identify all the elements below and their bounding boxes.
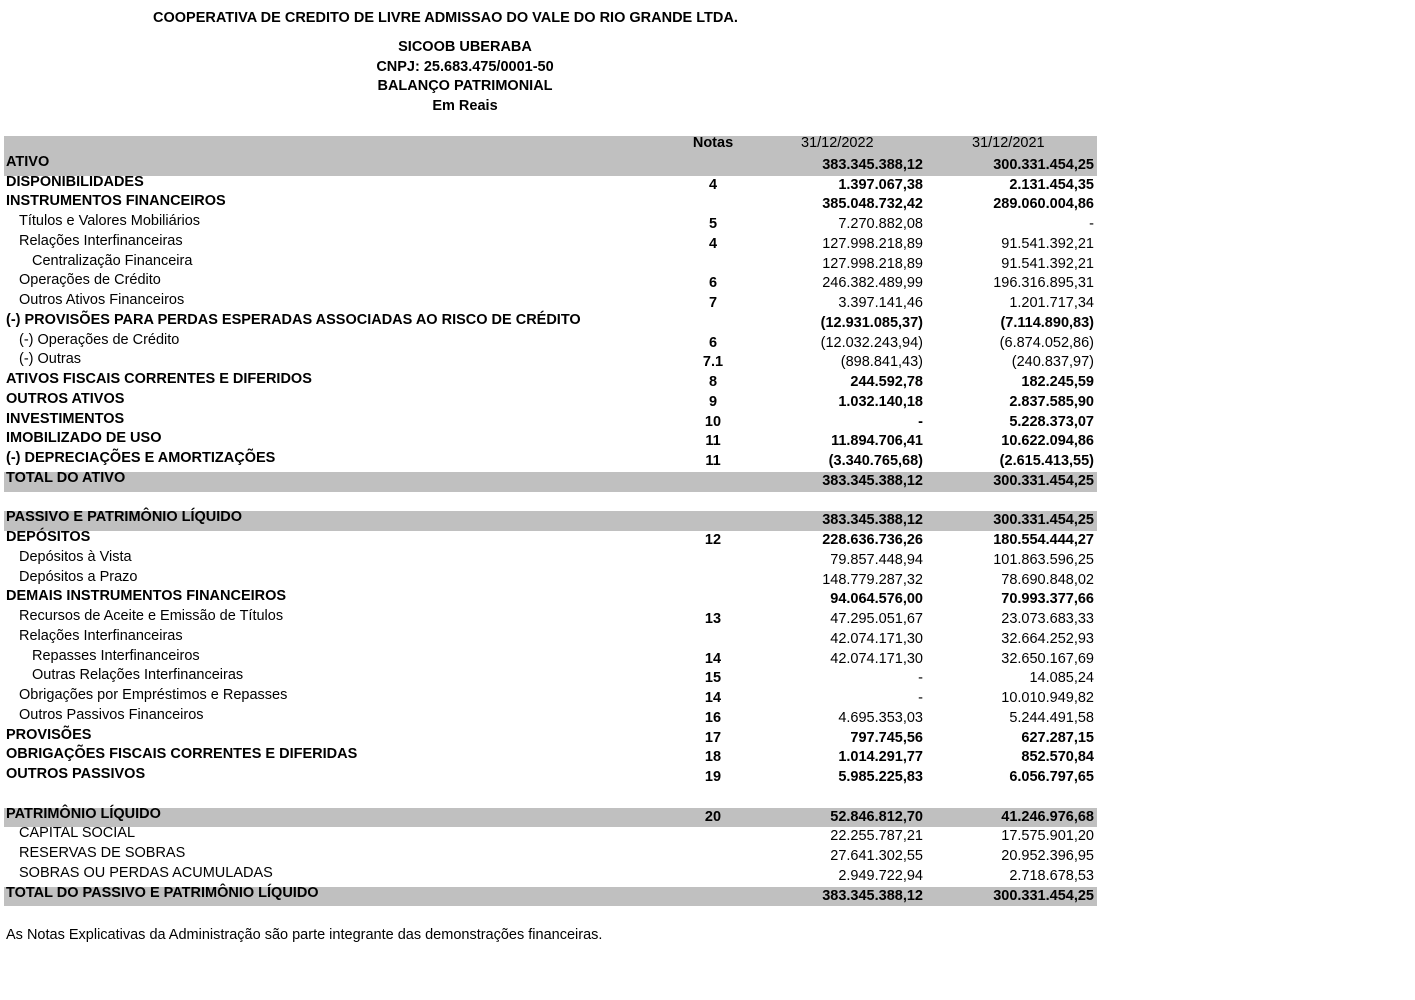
value-2022: 2.949.722,94 [838, 867, 923, 884]
value-2022: 127.998.218,89 [822, 255, 923, 272]
value-2021: 32.664.252,93 [1001, 630, 1094, 647]
value-2021: (240.837,97) [1011, 354, 1094, 371]
value-2022: 47.295.051,67 [830, 611, 923, 627]
row-note-number: 4 [708, 235, 718, 252]
table-row [4, 252, 1097, 275]
row-note-number: 11 [705, 433, 721, 450]
row-label: Operações de Crédito [19, 272, 161, 289]
value-2022: (12.931.085,37) [820, 314, 923, 331]
value-2021: 10.010.949,82 [1001, 690, 1094, 706]
row-note-number: 5 [708, 216, 718, 232]
row-label: Títulos e Valores Mobiliários [19, 213, 201, 229]
row-label: OBRIGAÇÕES FISCAIS CORRENTES E DIFERIDAS [6, 746, 358, 763]
row-note-number: 15 [704, 670, 722, 687]
value-2021: 5.244.491,58 [1009, 709, 1094, 726]
value-2022: 1.014.291,77 [838, 749, 923, 766]
row-label: DEPÓSITOS [6, 529, 91, 545]
value-2022: 1.397.067,38 [838, 176, 923, 193]
value-2022: 246.382.489,99 [822, 275, 923, 292]
section-total-row [4, 136, 1097, 176]
entity-name: SICOOB UBERABA [398, 39, 532, 55]
value-2021: 1.201.717,34 [1009, 295, 1094, 311]
row-note-number: 4 [708, 176, 718, 193]
value-2021: 300.331.454,25 [993, 887, 1094, 904]
row-label: ATIVOS FISCAIS CORRENTES E DIFERIDOS [6, 371, 312, 387]
value-2022: 383.345.388,12 [822, 512, 923, 529]
row-label: RESERVAS DE SOBRAS [19, 845, 186, 861]
value-2021: 182.245,59 [1021, 374, 1094, 390]
row-note-number: 17 [704, 729, 722, 746]
row-label: (-) DEPRECIAÇÕES E AMORTIZAÇÕES [6, 450, 276, 466]
section-total-row [4, 511, 1097, 531]
table-row [4, 410, 1097, 433]
row-note-number: 14 [704, 650, 722, 667]
row-note-number: 18 [704, 749, 722, 766]
value-2021: 852.570,84 [1021, 749, 1094, 766]
row-note-number: 16 [704, 709, 722, 726]
value-2021: 91.541.392,21 [1001, 255, 1094, 272]
row-label: DEMAIS INSTRUMENTOS FINANCEIROS [6, 588, 287, 605]
value-2022: 4.695.353,03 [838, 709, 923, 726]
table-row [4, 548, 1097, 571]
value-2022: 148.779.287,32 [822, 571, 923, 588]
row-note-number: 14 [704, 690, 722, 706]
value-2021: 2.718.678,53 [1009, 867, 1094, 884]
value-2021: 70.993.377,66 [1001, 591, 1094, 608]
value-2022: 127.998.218,89 [822, 235, 923, 252]
report-header-block [345, 38, 585, 117]
value-2021: 2.837.585,90 [1009, 393, 1094, 410]
row-note-number: 7 [708, 295, 718, 311]
row-note-number: 6 [708, 275, 718, 292]
row-label: SOBRAS OU PERDAS ACUMULADAS [19, 864, 273, 881]
value-2022: 94.064.576,00 [830, 591, 923, 608]
spacer-row [4, 788, 1097, 808]
table-row [4, 390, 1097, 413]
value-2022: 244.592,78 [850, 374, 923, 390]
value-2021: 32.650.167,69 [1001, 650, 1094, 667]
value-2021: 101.863.596,25 [993, 551, 1094, 568]
row-label: Depósitos à Vista [19, 548, 132, 565]
value-2021: - [1089, 216, 1094, 232]
value-2021: 627.287,15 [1021, 729, 1094, 746]
value-2021: 300.331.454,25 [993, 472, 1094, 489]
value-2021: 20.952.396,95 [1001, 848, 1094, 864]
notes-column-header: Notas [692, 135, 734, 151]
value-2021: 300.331.454,25 [993, 157, 1094, 173]
row-label: PROVISÕES [6, 726, 92, 743]
row-label: (-) PROVISÕES PARA PERDAS ESPERADAS ASSOCIADAS AO RISCO DE CRÉDITO [6, 311, 581, 328]
row-note-number: 13 [704, 611, 722, 627]
cnpj-line: CNPJ: 25.683.475/0001-50 [376, 58, 554, 75]
balance-sheet-table [4, 136, 1097, 906]
row-label: PATRIMÔNIO LÍQUIDO [6, 805, 161, 822]
value-2021: 14.085,24 [1029, 670, 1094, 687]
row-label: (-) Operações de Crédito [19, 331, 180, 348]
value-2022: 228.636.736,26 [822, 532, 923, 548]
value-2022: 797.745,56 [850, 729, 923, 746]
value-2022: - [918, 670, 923, 687]
value-2022: 385.048.732,42 [822, 196, 923, 213]
year-2021-column-header: 31/12/2021 [972, 135, 1045, 151]
row-label: Centralização Financeira [32, 252, 193, 269]
table-row [4, 748, 1097, 768]
row-label: Outras Relações Interfinanceiras [32, 667, 244, 684]
value-2021: 289.060.004,86 [993, 196, 1094, 213]
row-label: DISPONIBILIDADES [6, 173, 144, 190]
value-2022: 79.857.448,94 [830, 551, 923, 568]
value-2021: (6.874.052,86) [999, 334, 1094, 351]
row-label: Obrigações por Empréstimos e Repasses [19, 687, 288, 703]
value-2022: 42.074.171,30 [830, 630, 923, 647]
value-2021: 6.056.797,65 [1009, 769, 1094, 785]
row-label: TOTAL DO PASSIVO E PATRIMÔNIO LÍQUIDO [6, 884, 319, 901]
value-2022: 383.345.388,12 [822, 157, 923, 173]
row-label: Outros Ativos Financeiros [19, 292, 185, 308]
company-title: COOPERATIVA DE CREDITO DE LIVRE ADMISSAO DO VALE DO RIO GRANDE LTDA. [153, 10, 738, 26]
row-label: Relações Interfinanceiras [19, 627, 183, 644]
value-2021: 300.331.454,25 [993, 512, 1094, 529]
row-note-number: 11 [705, 453, 721, 469]
value-2022: (3.340.765,68) [828, 453, 923, 469]
value-2022: 7.270.882,08 [838, 216, 923, 232]
row-label: (-) Outras [19, 351, 82, 368]
row-note-number: 6 [708, 334, 718, 351]
value-2022: - [918, 690, 923, 706]
value-2022: 27.641.302,55 [830, 848, 923, 864]
value-2022: (898.841,43) [840, 354, 923, 371]
value-2021: 91.541.392,21 [1001, 235, 1094, 252]
table-row [4, 452, 1097, 472]
value-2021: 23.073.683,33 [1001, 611, 1094, 627]
row-note-number: 10 [704, 413, 722, 430]
row-label: INVESTIMENTOS [6, 410, 125, 427]
row-label: PASSIVO E PATRIMÔNIO LÍQUIDO [6, 509, 243, 526]
table-row [4, 373, 1097, 393]
row-label: INSTRUMENTOS FINANCEIROS [6, 193, 226, 210]
row-note-number: 20 [704, 808, 722, 825]
section-total-row [4, 884, 1097, 907]
row-label: Repasses Interfinanceiros [32, 647, 200, 664]
row-label: CAPITAL SOCIAL [19, 825, 136, 842]
row-label: OUTROS PASSIVOS [6, 766, 146, 782]
row-note-number: 9 [708, 393, 718, 410]
row-label: Depósitos a Prazo [19, 568, 138, 585]
currency-line: Em Reais [432, 98, 498, 115]
row-note-number: 12 [704, 532, 722, 548]
value-2022: 5.985.225,83 [838, 769, 923, 785]
table-row [4, 331, 1097, 354]
row-label: Outros Passivos Financeiros [19, 706, 204, 723]
value-2022: 22.255.787,21 [830, 828, 923, 845]
row-label: Relações Interfinanceiras [19, 232, 183, 249]
value-2022: 1.032.140,18 [838, 393, 923, 410]
value-2022: 42.074.171,30 [830, 650, 923, 667]
value-2022: 3.397.141,46 [838, 295, 923, 311]
row-label: ATIVO [6, 154, 50, 170]
value-2021: 2.131.454,35 [1009, 176, 1094, 193]
value-2022: (12.032.243,94) [820, 334, 923, 351]
row-note-number: 8 [708, 374, 718, 390]
value-2021: 41.246.976,68 [1001, 808, 1094, 825]
section-total-row [4, 469, 1097, 492]
row-note-number: 7.1 [702, 354, 724, 371]
value-2021: 5.228.373,07 [1009, 413, 1094, 430]
row-label: Recursos de Aceite e Emissão de Títulos [19, 608, 284, 624]
value-2022: 52.846.812,70 [830, 808, 923, 825]
year-2022-column-header: 31/12/2022 [801, 135, 874, 151]
value-2022: - [918, 413, 923, 430]
value-2022: 383.345.388,12 [822, 887, 923, 904]
value-2021: 10.622.094,86 [1001, 433, 1094, 450]
value-2021: (2.615.413,55) [999, 453, 1094, 469]
value-2021: (7.114.890,83) [1000, 314, 1094, 331]
row-label: IMOBILIZADO DE USO [6, 430, 162, 447]
value-2021: 180.554.444,27 [993, 532, 1094, 548]
value-2021: 78.690.848,02 [1001, 571, 1094, 588]
section-total-row [4, 805, 1097, 828]
value-2021: 17.575.901,20 [1001, 828, 1094, 845]
value-2021: 196.316.895,31 [993, 275, 1094, 292]
row-label: OUTROS ATIVOS [6, 390, 125, 407]
row-note-number: 19 [704, 769, 722, 785]
table-row [4, 531, 1097, 551]
table-row [4, 706, 1097, 729]
statement-title: BALANÇO PATRIMONIAL [377, 78, 553, 95]
row-label: TOTAL DO ATIVO [6, 469, 126, 486]
table-row [4, 768, 1097, 788]
value-2022: 11.894.706,41 [831, 433, 923, 450]
value-2022: 383.345.388,12 [822, 472, 923, 489]
footnote: As Notas Explicativas da Administração são parte integrante das demonstrações financeiras. [6, 927, 603, 943]
